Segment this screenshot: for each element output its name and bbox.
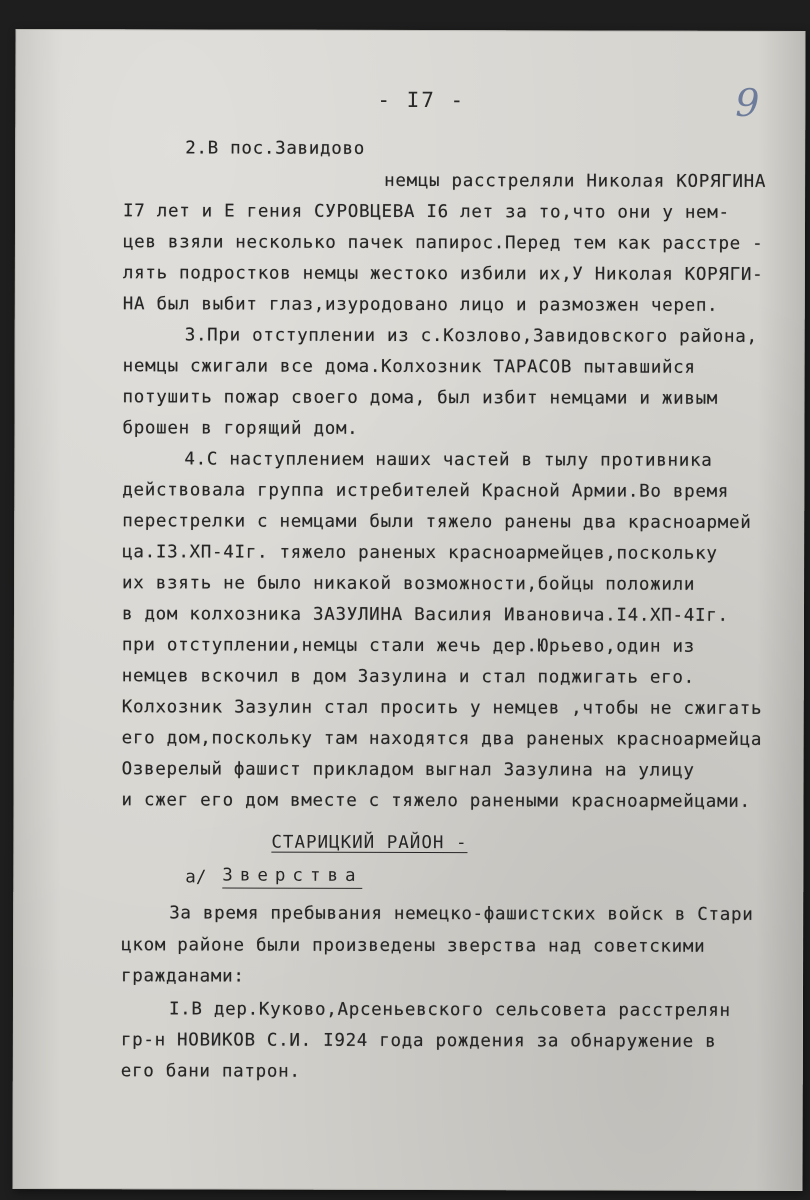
text-line: гражданами:	[121, 966, 245, 987]
text-line: НА был выбит глаз,изуродовано лицо и размозжен череп.	[122, 294, 719, 316]
text-line: и сжег его дом вместе с тяжело ранеными красноармейцами.	[121, 790, 751, 812]
document-page	[12, 29, 805, 1191]
section-heading: СТАРИЦКИЙ РАЙОН -	[271, 832, 468, 854]
text-line: его бани патрон.	[120, 1061, 301, 1082]
page-number: - I7 -	[377, 87, 466, 113]
text-line: действовала группа истребителей Красной Армии.Во время	[122, 480, 730, 502]
text-line: I.В дер.Куково,Арсеньевского сельсовета расстрелян	[168, 999, 731, 1021]
text-line: немцы расстреляли Николая КОРЯГИНА	[384, 170, 767, 192]
text-line: гр-н НОВИКОВ С.И. I924 года рождения за обнаружение в	[120, 1030, 717, 1052]
text-line: 4.С наступлением наших частей в тылу противника	[184, 449, 713, 471]
text-line: при отступлении,немцы стали жечь дер.Юрьево,один из	[121, 635, 695, 657]
pencil-page-mark: 9	[735, 80, 760, 125]
text-line: немцы сжигали все дома.Колхозник ТАРАСОВ пытавшийся	[122, 356, 696, 378]
text-line: I7 лет и Е гения СУРОВЦЕВА I6 лет за то,что они у нем-	[123, 201, 730, 223]
text-line: в дом колхозника ЗАЗУЛИНА Василия Ивановича.I4.XП-4Iг.	[121, 604, 729, 626]
text-line: цев взяли несколько пачек папирос.Перед тем как расстре -	[122, 232, 764, 254]
subheading-prefix: а/	[185, 867, 207, 888]
text-line: ца.I3.XП-4Iг. тяжело раненых красноармейцев,поскольку	[122, 542, 718, 564]
text-line: За время пребывания немецко-фашистских войск в Стари	[169, 903, 754, 925]
text-line: 3.При отступлении из с.Козлово,Завидовского района,	[184, 325, 758, 347]
subheading: Зверства	[222, 866, 362, 889]
text-line: лять подростков немцы жестоко избили их,У Николая КОРЯГИ-	[122, 263, 764, 285]
text-line: Озверелый фашист прикладом выгнал Зазулина на улицу	[121, 759, 695, 781]
text-line: потушить пожар своего дома, был избит немцами и живым	[122, 387, 719, 409]
text-line: его дом,поскольку там находятся два раненых красноармейца	[121, 728, 763, 750]
text-line: их взять не было никакой возможности,бойцы положили	[122, 573, 696, 595]
text-line: брошен в горящий дом.	[122, 418, 359, 439]
text-line: 2.В пос.Завидово	[185, 138, 366, 159]
text-line: Колхозник Зазулин стал просить у немцев ,чтобы не сжигать	[121, 697, 763, 719]
text-line: цком районе были произведены зверства над советскими	[121, 935, 706, 957]
text-line: немцев вскочил в дом Зазулина и стал поджигать его.	[121, 666, 695, 688]
text-line: перестрелки с немцами были тяжело ранены два красноармей	[122, 511, 752, 533]
